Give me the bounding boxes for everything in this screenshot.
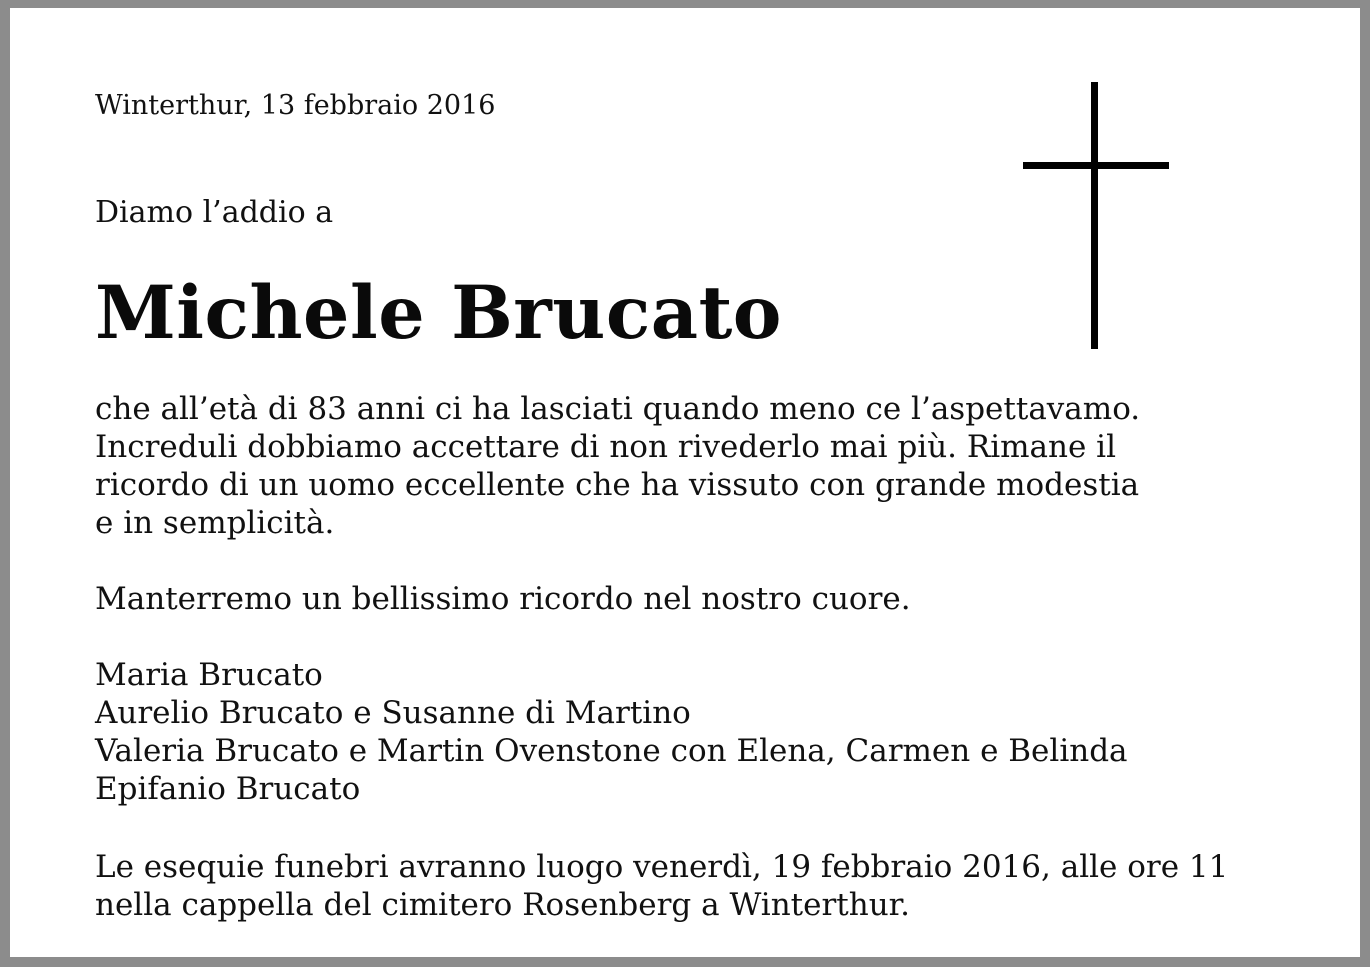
mourner-4: Epifanio Brucato — [95, 771, 361, 807]
message-line-3: ricordo di un uomo eccellente che ha vissuto con grande modestia — [95, 467, 1140, 503]
obituary-card — [10, 8, 1360, 957]
message-line-4: e in semplicità. — [95, 505, 335, 541]
message-line-2: Increduli dobbiamo accettare di non rivederlo mai più. Rimane il — [95, 429, 1117, 465]
funeral-line-2: nella cappella del cimitero Rosenberg a Winterthur. — [95, 887, 910, 923]
mourner-1: Maria Brucato — [95, 657, 323, 693]
cross-vertical-bar — [1091, 82, 1098, 349]
closing-line: Manterremo un bellissimo ricordo nel nostro cuore. — [95, 581, 911, 617]
mourner-3: Valeria Brucato e Martin Ovenstone con Elena, Carmen e Belinda — [95, 733, 1128, 769]
mourner-2: Aurelio Brucato e Susanne di Martino — [95, 695, 691, 731]
date-line: Winterthur, 13 febbraio 2016 — [95, 90, 496, 121]
deceased-name: Michele Brucato — [95, 270, 782, 356]
message-line-1: che all’età di 83 anni ci ha lasciati quando meno ce l’aspettavamo. — [95, 391, 1141, 427]
cross-horizontal-bar — [1023, 162, 1169, 169]
intro-text: Diamo l’addio a — [95, 195, 334, 230]
funeral-line-1: Le esequie funebri avranno luogo venerdì, 19 febbraio 2016, alle ore 11 — [95, 849, 1229, 885]
